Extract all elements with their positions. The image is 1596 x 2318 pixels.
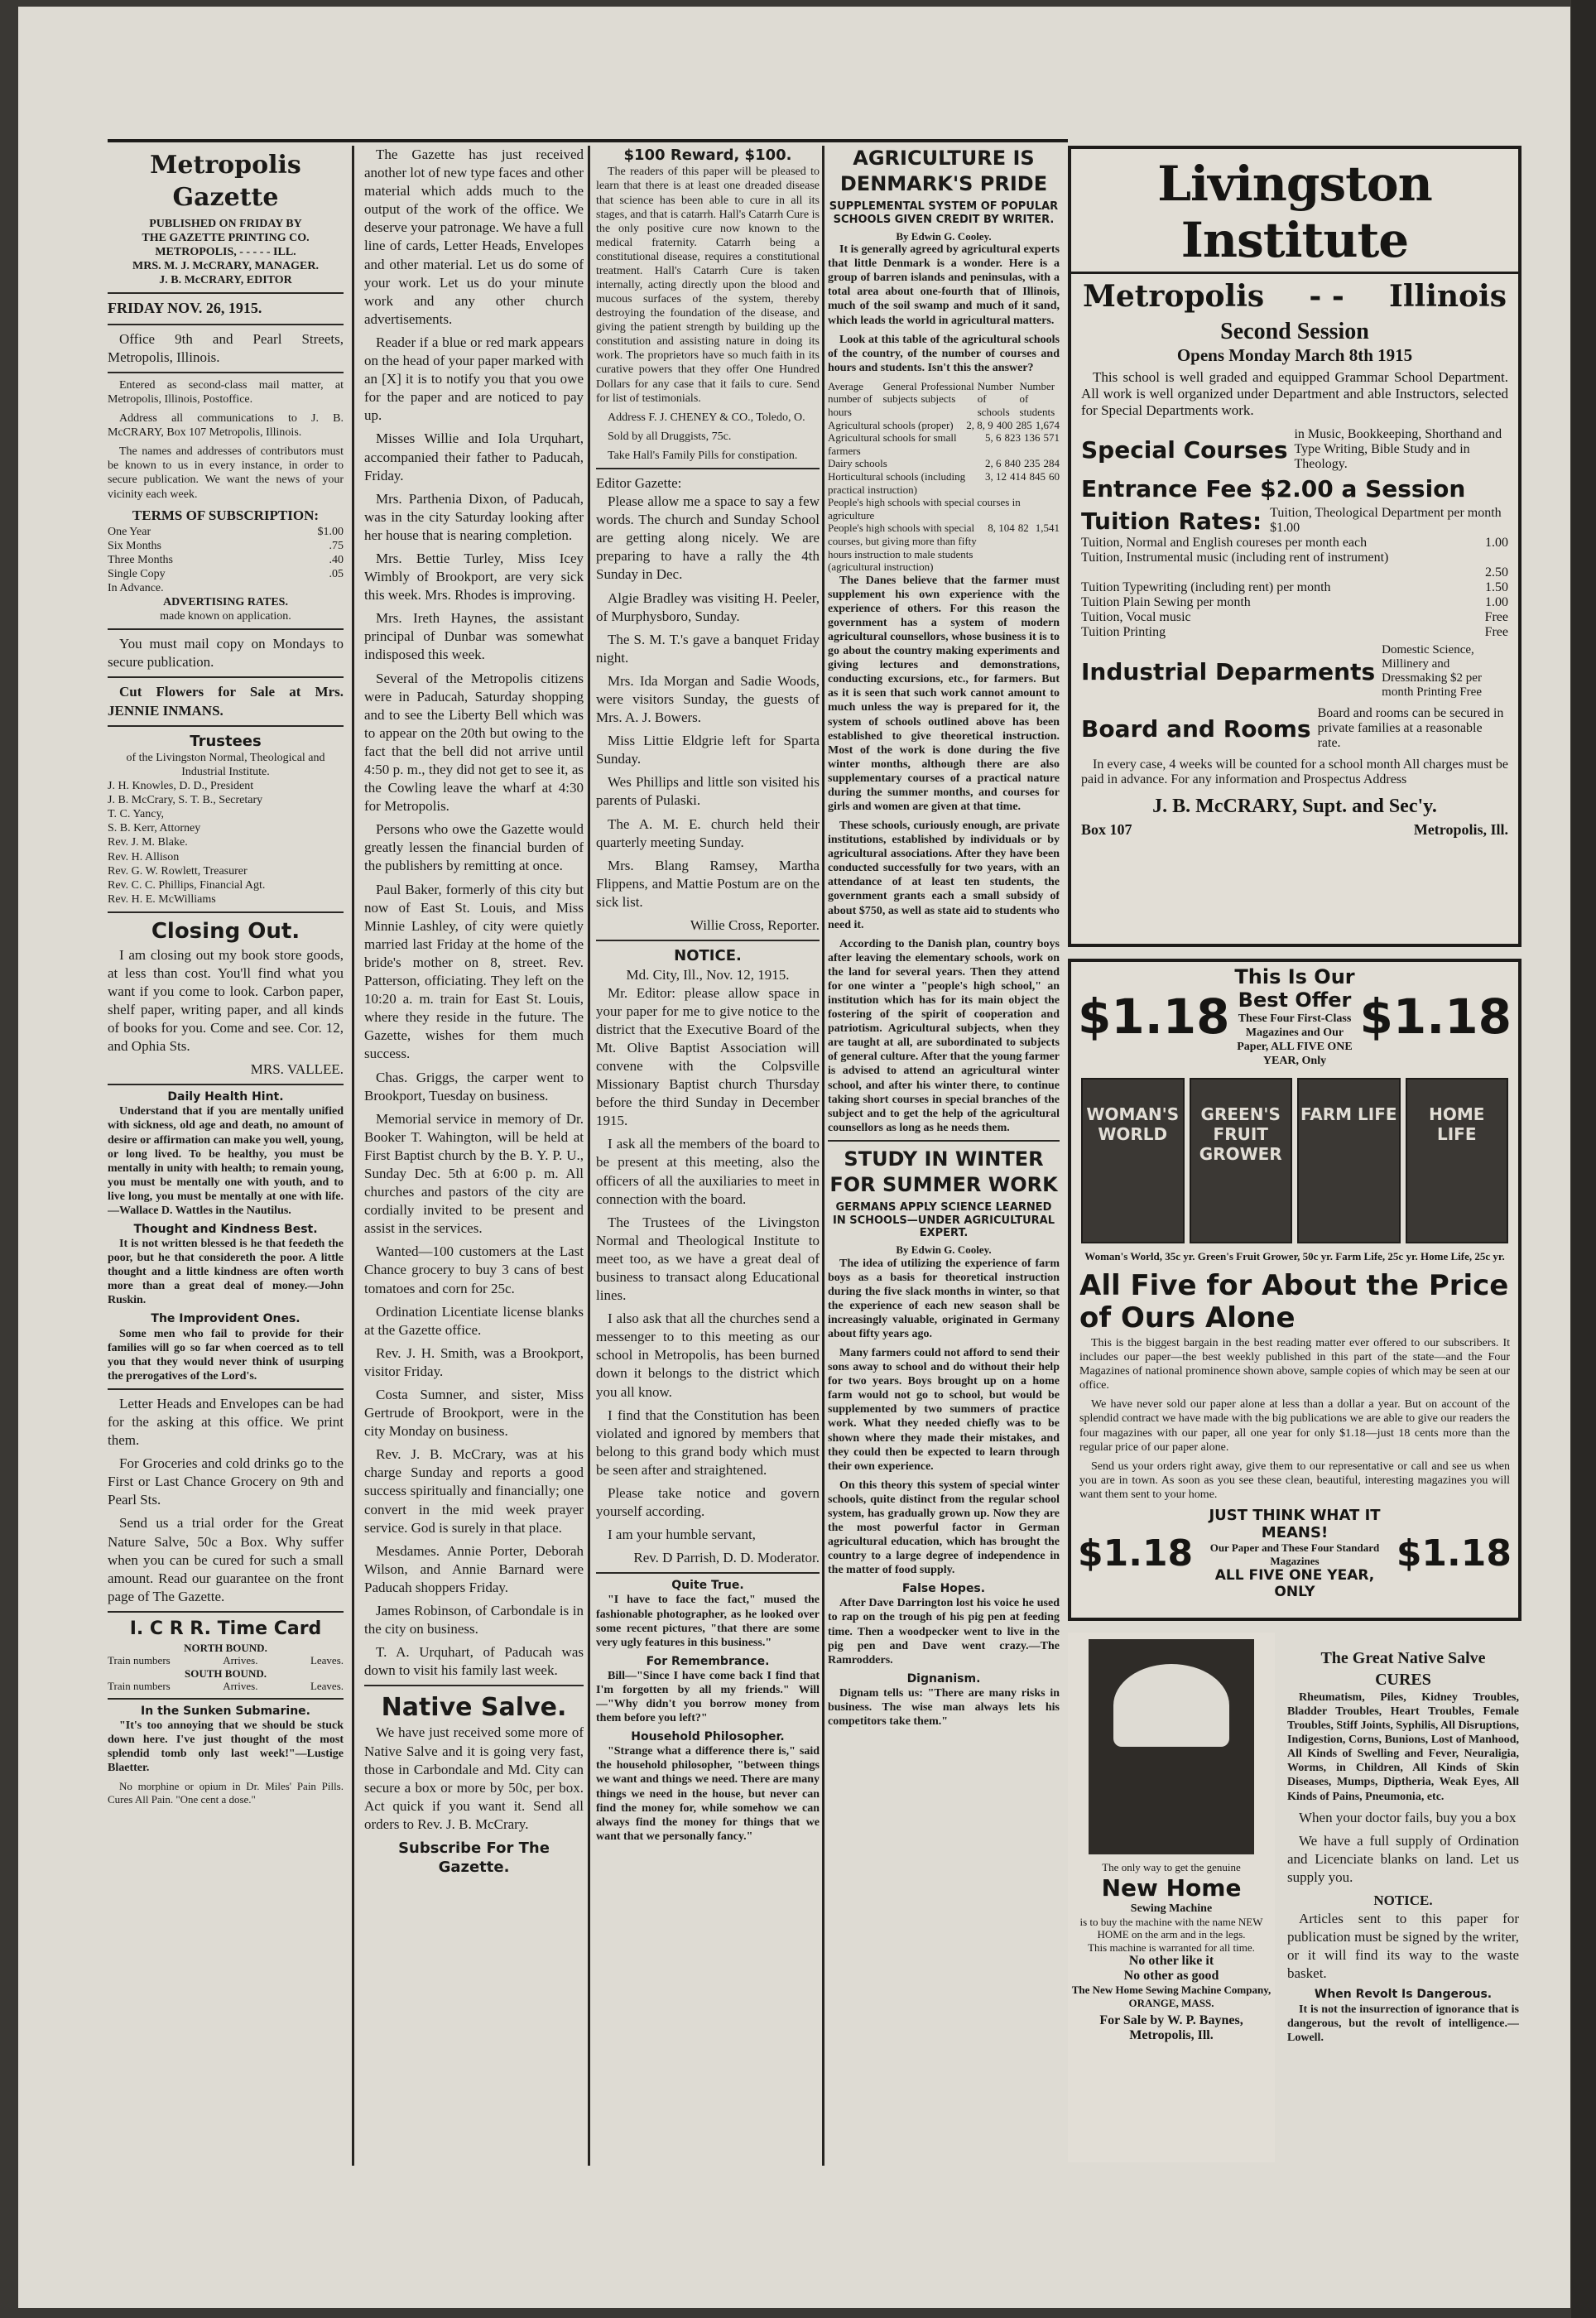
new-home-company: The New Home Sewing Machine Company, ORANGE, MASS. [1071, 1984, 1272, 2010]
livingston-title: Livingston Institute [1157, 156, 1432, 268]
table-cell: 414 [1010, 470, 1026, 483]
tuition-rate-label: Tuition Typewriting (including rent) per month [1081, 580, 1331, 594]
icrr-cols: Train numbers Arrives. Leaves. [108, 1680, 344, 1693]
livingston-signature: J. B. McCRARY, Supt. and Sec'y. [1152, 796, 1437, 817]
pub-line: THE GAZETTE PRINTING CO. [142, 232, 310, 245]
table-cell: 235 [1024, 457, 1041, 470]
trustee: Rev. G. W. Rowlett, Treasurer [108, 864, 248, 878]
trustee: Rev. H. E. McWilliams [108, 892, 216, 906]
trustees-heading: Trustees [190, 732, 262, 750]
editor-letter [596, 493, 820, 911]
false-hopes-text: After Dave Darrington lost his voice he used to rap on the trough of his pig pen at feeding time. Then a woodpecker went to live in the pig pen and Dave went crazy.—The Ramrodders. [828, 1597, 1060, 1666]
local-news: Wanted—100 customers at the Last Chance grocery to buy 3 cans of best tomatoes and corn for 25c. [364, 1243, 584, 1296]
editor-paragraph: Miss Littie Eldgrie left for Sparta Sunday. [596, 733, 820, 767]
table-cell: 60 [1049, 470, 1060, 483]
table-cell: People's high schools with special courses, but giving more than fifty hours instruction to male students (agricultural instruction) [828, 522, 977, 574]
notice-heading: NOTICE. [1373, 1892, 1433, 1908]
tuition-rate-row [1081, 536, 1508, 551]
livingston-session: Second Session [1220, 319, 1369, 344]
all-five-heading: All Five for About the Price of Ours Alone [1079, 1268, 1509, 1335]
column-3 [596, 146, 820, 2166]
notice-paragraph: I find that the Constitution has been violated and ignored by members that belong to this grand body which must be seen after and straightened. [596, 1407, 820, 1478]
column-rule [352, 146, 354, 2166]
remember-text: Bill—"Since I have come back I find that I'm forgotten by all my friends." Will—"Why didn't you borrow money from them before you left?" [596, 1669, 820, 1725]
livingston-intro: This school is well graded and equipped Grammar School Department. All work is well organized under Department and able Instructors, selected for Special Departments work. [1081, 369, 1508, 418]
offer-heading: This Is Our Best Offer [1234, 965, 1355, 1012]
terms-list [108, 525, 344, 595]
trustee: T. C. Yancy, [108, 808, 165, 821]
local-news: Reader if a blue or red mark appears on the head of your paper marked with an [X] it is to notify you that you owe for the paper and are noticed to pay up. [364, 334, 584, 424]
tuition-rate-price: Free [1484, 610, 1508, 624]
study-subheading: GERMANS APPLY SCIENCE LEARNED IN SCHOOLS—UNDER AGRICULTURAL EXPERT. [832, 1201, 1055, 1240]
column-rule [588, 146, 590, 2166]
scan-edge [1571, 0, 1596, 2318]
offer-price: $1.18 [1359, 988, 1512, 1046]
livingston-location: Metropolis - - Illinois [1083, 279, 1507, 314]
editor-paragraph: Algie Bradley was visiting H. Peeler, of Murphysboro, Sunday. [596, 589, 820, 624]
notice-heading: NOTICE. [674, 947, 742, 965]
kindness-heading: Thought and Kindness Best. [133, 1223, 318, 1237]
article-text: These schools, curiously enough, are private institutions, established by individuals or by agricultural associations. After they have been conducted successfully for two years, with an attendance of at least ten students, the government grants each a small subsidy of about $750, as well as state aid to students who need it. [828, 820, 1060, 931]
dignanism-heading: Dignanism. [906, 1671, 981, 1686]
pub-line: J. B. McCRARY, EDITOR [159, 274, 292, 287]
table-cell: Horticultural schools (including practical instruction) [828, 470, 966, 496]
study-heading: STUDY IN WINTER FOR SUMMER WORK [829, 1147, 1058, 1196]
column-2 [364, 146, 584, 2166]
salve-cures: CURES [1375, 1671, 1431, 1689]
subscribe-line: Subscribe For The Gazette. [398, 1839, 550, 1877]
table-cell: 1,541 [1035, 522, 1060, 535]
offer-price: $1.18 [1078, 1532, 1194, 1575]
native-salve-heading: Native Salve. [381, 1693, 567, 1723]
blanks-note: We have a full supply of Ordination and Licenciate blanks on land. Let us supply you. [1287, 1832, 1519, 1885]
tuition-rate-label: Tuition, Instrumental music (including rent of instrument) [1081, 551, 1389, 565]
local-news: James Robinson, of Carbondale is in the city on business. [364, 1603, 584, 1638]
icrr-south: SOUTH BOUND. [185, 1666, 267, 1680]
offer-footer-line: JUST THINK WHAT IT MEANS! [1209, 1506, 1381, 1541]
table-cell: 3, 12 [985, 470, 1007, 483]
salve-heading: The Great Native Salve [1320, 1649, 1486, 1667]
livingston-weeks: In every case, 4 weeks will be counted for a school month All charges must be paid in advance. For any information and Prospectus Address [1081, 757, 1508, 786]
pub-line: PUBLISHED ON FRIDAY BY [149, 218, 302, 230]
editor-paragraph: The S. M. T.'s gave a banquet Friday night. [596, 631, 820, 666]
article-text: It is generally agreed by agricultural experts that little Denmark is a wonder. Here is a group of barren islands and peninsulas, with a total area about one-fourth that of Illinois, much of the soil swamp and much of it sand, which leads the world in agricultural matters. [828, 243, 1060, 327]
new-home-sale: For Sale by W. P. Baynes, [1099, 2013, 1243, 2027]
byline: By Edwin G. Cooley. [896, 1243, 992, 1256]
column-1 [108, 146, 344, 2166]
table-cell: 1,674 [1035, 418, 1060, 431]
terms-price: .40 [329, 553, 344, 566]
mail-copy-note: You must mail copy on Mondays to secure publication. [108, 636, 344, 671]
terms-row [108, 553, 344, 567]
tuition-rates-list [1071, 536, 1518, 640]
terms-price: .75 [329, 539, 344, 552]
new-home-no-other: No other like it [1128, 1954, 1214, 1969]
pub-line: MRS. M. J. McCRARY, MANAGER. [132, 260, 319, 273]
health-text: Understand that if you are mentally unified with sickness, old age and death, no amount of desire or affirmation can make you well, young, or long lived. To be healthy, you must be mentally in unity with health; to remain young, you must be mentally one with youth, and to live long, you must be mentally at one with life. —Wallace D. Wattles in the Nautilus. [108, 1105, 344, 1217]
table-header: Average number of hours General subjects Professional subjects Number of schools Number of students [828, 379, 1055, 419]
communications-note: Address all communications to J. B. McCRARY, Box 107 Metropolis, Illinois. [108, 412, 344, 440]
icrr-cols: Train numbers Arrives. Leaves. [108, 1654, 344, 1667]
terms-label: Single Copy [108, 567, 166, 580]
improvident-text: Some men who fail to provide for their families will go so far when coerced as to tell you that they would never think of usurping the prerogatives of the Lord's. [108, 1327, 344, 1383]
terms-label: Three Months [108, 553, 173, 566]
offer-price: $1.18 [1396, 1532, 1512, 1575]
local-news: Mrs. Bettie Turley, Miss Icey Wimbly of Brookport, are very sick this week. Mrs. Rhodes is improving. [364, 550, 584, 604]
offer-text: We have never sold our paper alone at less than a dollar a year. But on account of the splendid contract we have made with the big publications we are able to give our readers the four magazines with our paper, all one year for only $1.18—just 18 cents more than the regular price of our paper alone. [1079, 1398, 1510, 1454]
local-news: Mrs. Parthenia Dixon, of Paducah, was in the city Saturday looking after her house that is nearing completion. [364, 490, 584, 543]
local-news: Memorial service in memory of Dr. Booker T. Wahington, will be held at First Baptist church by the B. Y. P. U., Sunday Dec. 5th at 6:00 p. m. All churches and pastors of the city are cordially invited to be present and assist in the services. [364, 1110, 584, 1237]
table-cell: 82 [1017, 522, 1029, 535]
notice-paragraph: The Trustees of the Livingston Normal and Theological Institute to meet too, as we have a great deal of business to transact along Educational lines. [596, 1214, 820, 1304]
groceries-note: For Groceries and cold drinks go to the First or Last Chance Grocery on 9th and Pearl Sts. [108, 1455, 344, 1508]
office-address: Office 9th and Pearl Streets, Metropolis, Illinois. [108, 330, 344, 365]
tuition-rate-price: 1.00 [1485, 536, 1508, 550]
industrial-departments: Industrial Deparments Domestic Science, Millinery and Dressmaking $2 per month Printing Free [1081, 643, 1482, 699]
table-row [828, 419, 1060, 432]
tuition-rate-row [1081, 610, 1508, 625]
article-text: According to the Danish plan, country boys after leaving the elementary schools, work on the land for several years. Then they attend for one winter a "people's high school," an institution which has for its main object the fostering of the spirit of cooperation and patriotism. Agricultural subjects, when they are taught at all, are subordinated to subjects of general culture. After that the young farmer is advised to attend an agricultural winter school, and after his winter there, to continue taking short courses in special branches of the subject and to get the help of the agricultural counsellors as long as he needs them. [828, 937, 1060, 1134]
trustee: S. B. Kerr, Attorney [108, 822, 201, 835]
tuition-rate-price: Free [1484, 625, 1508, 639]
entrance-fee: Entrance Fee $2.00 a Session [1081, 475, 1466, 503]
local-news: Costa Sumner, and sister, Miss Gertrude of Brookport, were in the city Monday on business. [364, 1387, 584, 1440]
closing-heading: Closing Out. [151, 918, 300, 944]
table-row [828, 431, 1060, 457]
letterheads-note: Letter Heads and Envelopes can be had for the asking at this office. We print them. [108, 1395, 344, 1449]
table-cell: 823 [1004, 431, 1021, 445]
revolt-heading: When Revolt Is Dangerous. [1314, 1988, 1493, 2002]
editor-paragraph: The A. M. E. church held their quarterly meeting Sunday. [596, 815, 820, 850]
editor-signature: Willie Cross, Reporter. [690, 917, 820, 934]
new-home-name: New Home [1101, 1873, 1242, 1902]
table-cell: 2, 8, 9 [966, 418, 993, 431]
health-heading: Daily Health Hint. [167, 1090, 284, 1104]
editor-heading: Editor Gazette: [596, 474, 682, 491]
terms-price: .05 [329, 567, 344, 580]
terms-row [108, 539, 344, 553]
offer-text: Send us your orders right away, give them to our representative or call and see us when you are in town. As soon as you see these clean, beautiful, interesting magazines you will want them sent to your home. [1079, 1460, 1510, 1501]
new-home-only: The only way to get the genuine [1102, 1861, 1241, 1873]
offer-subheading: These Four First-Class Magazines and Our Paper, ALL FIVE ONE YEAR, Only [1237, 1012, 1353, 1068]
terms-heading: TERMS OF SUBSCRIPTION: [132, 507, 320, 523]
new-home-warranted: This machine is warranted for all time. [1088, 1940, 1255, 1954]
philosopher-text: "Strange what a difference there is," said the household philosopher, "between things we want and things we need. There are many things we need in the house, but never can find the money for, while somehow we can always find the money for things that we want that we personally fancy." [596, 1745, 820, 1843]
notice-paragraph: I am your humble servant, [608, 1527, 756, 1543]
issue-date: FRIDAY NOV. 26, 1915. [108, 300, 262, 317]
salve-note: Send us a trial order for the Great Nature Salve, 50c a Box. Why suffer when you can be cured for such a small amount. Read our guarantee on the front page of The Gazette. [108, 1515, 344, 1604]
table-row [828, 522, 1060, 573]
offer-footer [1071, 1507, 1518, 1600]
table-cell: People's high schools with special courses in agriculture [828, 496, 1021, 522]
editor-paragraph: Mrs. Blang Ramsey, Martha Flippens, and Mattie Postum are on the sick list. [596, 857, 820, 910]
notice-signature: Rev. D Parrish, D. D. Moderator. [633, 1550, 820, 1566]
masthead: Metropolis Gazette [150, 151, 301, 212]
table-cell: 284 [1043, 457, 1060, 470]
local-news: Mrs. Ireth Haynes, the assistant principal of Dunbar was somewhat indisposed this week. [364, 610, 584, 663]
local-news: Persons who owe the Gazette would greatly lessen the financial burden of the publishers by remitting at once. [364, 821, 584, 874]
editor-paragraph: Wes Phillips and little son visited his parents of Pulaski. [596, 774, 820, 809]
notice-paragraph: Mr. Editor: please allow space in your paper for me to give notice to the district that the Executive Board of the Mt. Olive Baptist Association will convene with the Colpsville Missionary Baptist church Thursday before the third Sunday in December 1915. [596, 984, 820, 1129]
trustees-list [108, 779, 344, 907]
local-news: T. A. Urquhart, of Paducah was down to visit his family last week. [364, 1644, 584, 1679]
offer-price: $1.18 [1078, 988, 1230, 1046]
remember-heading: For Remembrance. [646, 1654, 770, 1668]
local-news: Mesdames. Annie Porter, Deborah Wilson, and Annie Barnard were Paducah shoppers Friday. [364, 1542, 584, 1595]
local-news: Several of the Metropolis citizens were in Paducah, Saturday shopping and to see the Liberty Bell which was to appear on the 20th but owing to the fact that the bell did not arrive until 4:50 p. m., they did not get to see it, as the Cowling leave the wharf at 4:30 for Metropolis. [364, 670, 584, 815]
column-4 [828, 146, 1060, 2166]
icrr-heading: I. C R R. Time Card [129, 1618, 322, 1639]
table-row [828, 470, 1060, 496]
false-hopes-heading: False Hopes. [901, 1582, 986, 1596]
sewing-machine-image [1089, 1639, 1254, 1854]
tuition-rate-price: 1.00 [1485, 595, 1508, 609]
new-home-city: Metropolis, Ill. [1129, 2027, 1214, 2042]
article-text: The Danes believe that the farmer must supplement his own experience with the experience of others. For this reason the government has a system of modern agricultural counsellors, whose business it is to go about the country making experiments and giving lectures and demonstrations, conducting excursions, etc., for farmers. But as it is seen that such work cannot amount to much unless the way is prepared for it, the system of schools outlined above has been established to give theoretical instruction. Most of the work is done during the five winter months, although there are also supplementary courses of a practical nature during the summer months, and courses for girls and women are given at that time. [828, 574, 1060, 814]
table-row [828, 496, 1060, 522]
terms-row [108, 567, 344, 581]
quite-heading: Quite True. [671, 1579, 744, 1593]
local-news: Rev. J. B. McCrary, was at his charge Sunday and reports a good success spiritually and financially; one convert in the mid week prayer service. God is surely in that place. [364, 1446, 584, 1536]
tuition-rates-header: Tuition Rates: Tuition, Theological Department per month $1.00 [1081, 506, 1502, 535]
livingston-box: Box 107 Metropolis, Ill. [1081, 821, 1508, 838]
terms-label: Six Months [108, 539, 161, 552]
tuition-rate-label: Tuition Plain Sewing per month [1081, 595, 1251, 609]
new-home-no-good: No other as good [1123, 1969, 1219, 1984]
column-rule [822, 146, 824, 2166]
revolt-text: It is not the insurrection of ignorance that is dangerous, but the revolt of intelligence.—Lowell. [1287, 2003, 1519, 2044]
offer-header [1071, 962, 1518, 1071]
icrr-north: NORTH BOUND. [184, 1641, 267, 1654]
livingston-opens: Opens Monday March 8th 1915 [1176, 345, 1413, 365]
local-news: Chas. Griggs, the carper went to Brookport, Tuesday on business. [364, 1069, 584, 1104]
philosopher-heading: Household Philosopher. [631, 1730, 785, 1744]
kindness-text: It is not written blessed is he that feedeth the poor, but he that considereth the poor. A little thought and a little kindness are often worth more than a great deal of money.—John Ruskin. [108, 1238, 344, 1307]
table-cell: 2, 6 [985, 457, 1002, 470]
table-cell: 571 [1043, 431, 1060, 445]
trustees-intro: of the Livingston Normal, Theological and Industrial Institute. [126, 752, 325, 779]
terms-label: In Advance. [108, 582, 164, 594]
notice-paragraph: I also ask that all the churches send a messenger to to this meeting as our school in Metropolis, has been burned down it belongs to the district which you all know. [596, 1310, 820, 1400]
magazine-prices: Woman's World, 35c yr. Green's Fruit Grower, 50c yr. Farm Life, 25c yr. Home Life, 25c yr. [1084, 1250, 1505, 1263]
top-rule [108, 139, 1068, 142]
tuition-rate-price: 1.50 [1485, 580, 1508, 594]
reward-text: The readers of this paper will be pleased to learn that there is at least one dreaded disease that science has been able to cure in all its stages, and that is catarrh. Hall's Catarrh Cure is the only positive cure now known to the medical fraternity. Catarrh being a constitutional disease, requires a constitutional treatment. Hall's Catarrh Cure is taken internally, acting directly upon the blood and mucous surfaces of the system, thereby destroying the foundation of the disease, and giving the patient strength by building up the constitution and assisting nature in doing its work. The proprietors have so much faith in its curative powers that they offer One Hundred Dollars for any case that it fails to cure. Send for list of testimonials. [596, 166, 820, 405]
reward-address: Address F. J. CHENEY & CO., Toledo, O. [608, 411, 805, 424]
quite-text: "I have to face the fact," mused the fashionable photographer, as he looked over some recent pictures, "that there are some very ugly features in this business." [596, 1594, 820, 1649]
new-home-machine: Sewing Machine [1130, 1902, 1213, 1915]
livingston-ad [1068, 146, 1521, 947]
closing-text: I am closing out my book store goods, at less than cost. You'll find what you want if you come to look. Carbon paper, shelf paper, writing paper, and all kinds of books for you. Come and see. Cor. 12, and Ophia Sts. [108, 946, 344, 1055]
editor-paragraph: Mrs. Ida Morgan and Sadie Woods, were visitors Sunday, the guests of Mrs. A. J. Bowers. [596, 672, 820, 726]
notice-text: Articles sent to this paper for publication must be signed by the writer, or it will find its way to the waste basket. [1287, 1911, 1519, 1982]
terms-row [108, 581, 344, 595]
local-news: Ordination Licentiate license blanks at the Gazette office. [364, 1303, 584, 1338]
article-text: The idea of utilizing the experience of farm boys as a basis for theoretical instruction during the five slack months in winter, so that the experience of each new season shall be increasingly valuable, originated in Germany about fifty years ago. [828, 1257, 1060, 1340]
local-news: The Gazette has just received another lot of new type faces and other material which adds much to the output of the work of the office. We deserve your patronage. We have a full line of cards, Letter Heads, Envelopes and other material. Let us do some of your work. Let us do your minute work and any other church advertisements. [364, 147, 584, 327]
pub-line: METROPOLIS, - - - - - ILL. [155, 246, 296, 259]
tuition-rate-row [1081, 565, 1508, 580]
schools-table [828, 419, 1060, 574]
names-note: The names and addresses of contributors must be known to us in every instance, in order to secure publication. We want the news of your vicinity each week. [108, 445, 344, 501]
table-cell: 400 [996, 418, 1013, 431]
trustee: J. H. Knowles, D. D., President [108, 780, 254, 793]
tuition-rate-row [1081, 625, 1508, 640]
offer-text: This is the biggest bargain in the best reading matter ever offered to our subscribers. It includes our paper—the best weekly published in this part of the state—and the Four Magazines of national prominence shown above, sample copies of which may be seen at our office. [1079, 1337, 1510, 1392]
terms-label: One Year [108, 525, 151, 538]
advertising-heading: ADVERTISING RATES. [163, 596, 288, 609]
editor-paragraph: Please allow me a space to say a few words. The church and Sunday School are getting along nicely. We are preparing to have a rally the 4th Sunday in Dec. [596, 493, 820, 583]
entered-note: Entered as second-class mail matter, at Metropolis, Illinois, Postoffice. [108, 378, 344, 406]
trustee: Rev. H. Allison [108, 850, 180, 863]
tuition-rate-row [1081, 580, 1508, 595]
magazine-cover: GREEN'S FRUIT GROWER [1190, 1078, 1293, 1243]
table-cell: Dairy schools [828, 457, 887, 470]
special-courses: Special Courses in Music, Bookkeeping, Shorthand and Type Writing, Bible Study and in Theology. [1081, 427, 1502, 471]
tuition-rate-row [1081, 595, 1508, 610]
table-cell: 285 [1016, 418, 1032, 431]
table-cell: 845 [1029, 470, 1046, 483]
reward-sold: Sold by all Druggists, 75c. [608, 430, 732, 443]
table-row [828, 457, 1060, 470]
terms-price: $1.00 [317, 525, 344, 538]
article-text: Look at this table of the agricultural schools of the country, of the number of courses and hours and students. Isn't this the answer? [828, 333, 1060, 374]
article-text: Many farmers could not afford to send their sons away to school and do without their help for two years. Boys brought up on a home farm would not go to school, but would be supplemented by two summers of practice work. What they needed chiefly was to be shown where they made their mistakes, and they could then be expected to learn through their own experience. [828, 1347, 1060, 1473]
closing-signature: MRS. VALLEE. [250, 1061, 344, 1078]
offer-footer-line: ALL FIVE ONE YEAR, ONLY [1214, 1567, 1375, 1601]
trustee: J. B. McCrary, S. T. B., Secretary [108, 794, 263, 807]
local-news: Rev. J. H. Smith, was a Brookport, visitor Friday. [364, 1344, 584, 1379]
advertising-text: made known on application. [160, 610, 291, 623]
table-cell: 8, 104 [988, 522, 1015, 535]
local-news: Misses Willie and Iola Urquhart, accompanied their father to Paducah, Friday. [364, 430, 584, 483]
salve-doctor: When your doctor fails, buy you a box [1299, 1809, 1517, 1825]
local-news: Paul Baker, formerly of this city but now of East St. Louis, and Miss Minnie Lashley, of city were quietly married last Friday at the home of the bride's mother on 8, street. Rev. Patterson, officiating. They left on the 10:20 a. m. train for East St. Louis, where they reside in the future. The Gazette, wishes for them much success. [364, 881, 584, 1062]
table-cell: Agricultural schools (proper) [828, 418, 954, 431]
agriculture-heading: AGRICULTURE IS DENMARK'S PRIDE [839, 147, 1048, 196]
notice-place: Md. City, Ill., Nov. 12, 1915. [626, 966, 790, 983]
offer-footer-line: Our Paper and These Four Standard Magazines [1209, 1541, 1380, 1567]
agriculture-subheading: SUPPLEMENTAL SYSTEM OF POPULAR SCHOOLS GIVEN CREDIT BY WRITER. [829, 200, 1059, 226]
tuition-rate-label: Tuition, Vocal music [1081, 610, 1191, 624]
magazine-cover: FARM LIFE [1297, 1078, 1401, 1243]
native-salve-text: We have just received some more of Native Salve and it is going very fast, those in Carbondale and Md. City can secure a box or more by 50c, per box. Act quick if you want it. Send all orders to Rev. J. B. McCrary. [364, 1724, 584, 1832]
dignanism-text: Dignam tells us: "There are many risks in business. The wise man always lets his competitors take them." [828, 1686, 1060, 1728]
reward-heading: $100 Reward, $100. [623, 147, 792, 164]
board-and-rooms: Board and Rooms Board and rooms can be secured in private families at a reasonable rate. [1081, 706, 1504, 750]
salve-list: Rheumatism, Piles, Kidney Troubles, Bladder Troubles, Heart Troubles, Female Troubles, Stiff Joints, Syphilis, All Disruptions, Indigestion, Corns, Bunions, Lost of Manhood, All Kinds of Swelling and Fever, Neuraligia, Worms, in Children, All Kinds of Skin Diseases, Mumps, Diptheria, Weak Eyes, All Kinds of Pains, Pneumonia, etc. [1287, 1691, 1519, 1803]
magazine-offer-ad [1068, 959, 1521, 1621]
terms-row [108, 525, 344, 539]
trustee: Rev. J. M. Blake. [108, 836, 188, 849]
table-cell: Agricultural schools for small farmers [828, 431, 957, 457]
table-cell: 5, 6 [985, 431, 1002, 445]
table-cell: 840 [1004, 457, 1021, 470]
new-home-buy: is to buy the machine with the name NEW HOME on the arm and in the legs. [1079, 1915, 1263, 1941]
article-text: On this theory this system of special winter schools, quite distinct from the regular school system, has gradually grown up. Now they are the most powerful factor in German agricultural education, which has brought the country to a large degree of independence in the matter of food supply. [828, 1479, 1060, 1577]
flowers-notice: Cut Flowers for Sale at Mrs. JENNIE INMANS. [108, 684, 344, 719]
notice-letter [596, 984, 820, 1545]
magazine-covers [1081, 1078, 1508, 1243]
tuition-rate-row [1081, 551, 1508, 565]
new-home-ad [1068, 1633, 1275, 2162]
tuition-rate-label: Tuition Printing [1081, 625, 1166, 639]
notice-paragraph: I ask all the members of the board to be present at this meeting, also the officers of all the auxiliaries to meet in connection with the board. [596, 1136, 820, 1207]
submarine-text: "It's too annoying that we should be stuck down here. I've just thought of the most splendid tomb only last week!"—Lustige Blaetter. [108, 1719, 344, 1775]
morphine-note: No morphine or opium in Dr. Miles' Pain Pills. Cures All Pain. "One cent a dose." [108, 1780, 344, 1806]
trustee: Rev. C. C. Phillips, Financial Agt. [108, 878, 266, 892]
table-cell: 136 [1024, 431, 1041, 445]
submarine-heading: In the Sunken Submarine. [141, 1704, 310, 1718]
notice-paragraph: Please take notice and govern yourself according. [596, 1485, 820, 1520]
reward-pills: Take Hall's Family Pills for constipation. [608, 449, 798, 462]
column-5-bottom [1287, 1647, 1519, 2111]
improvident-heading: The Improvident Ones. [151, 1312, 300, 1326]
magazine-cover: HOME LIFE [1406, 1078, 1509, 1243]
tuition-rate-label: Tuition, Normal and English coureses per month each [1081, 536, 1368, 550]
byline: By Edwin G. Cooley. [896, 229, 992, 243]
tuition-rate-price: 2.50 [1485, 565, 1508, 580]
magazine-cover: WOMAN'S WORLD [1081, 1078, 1185, 1243]
